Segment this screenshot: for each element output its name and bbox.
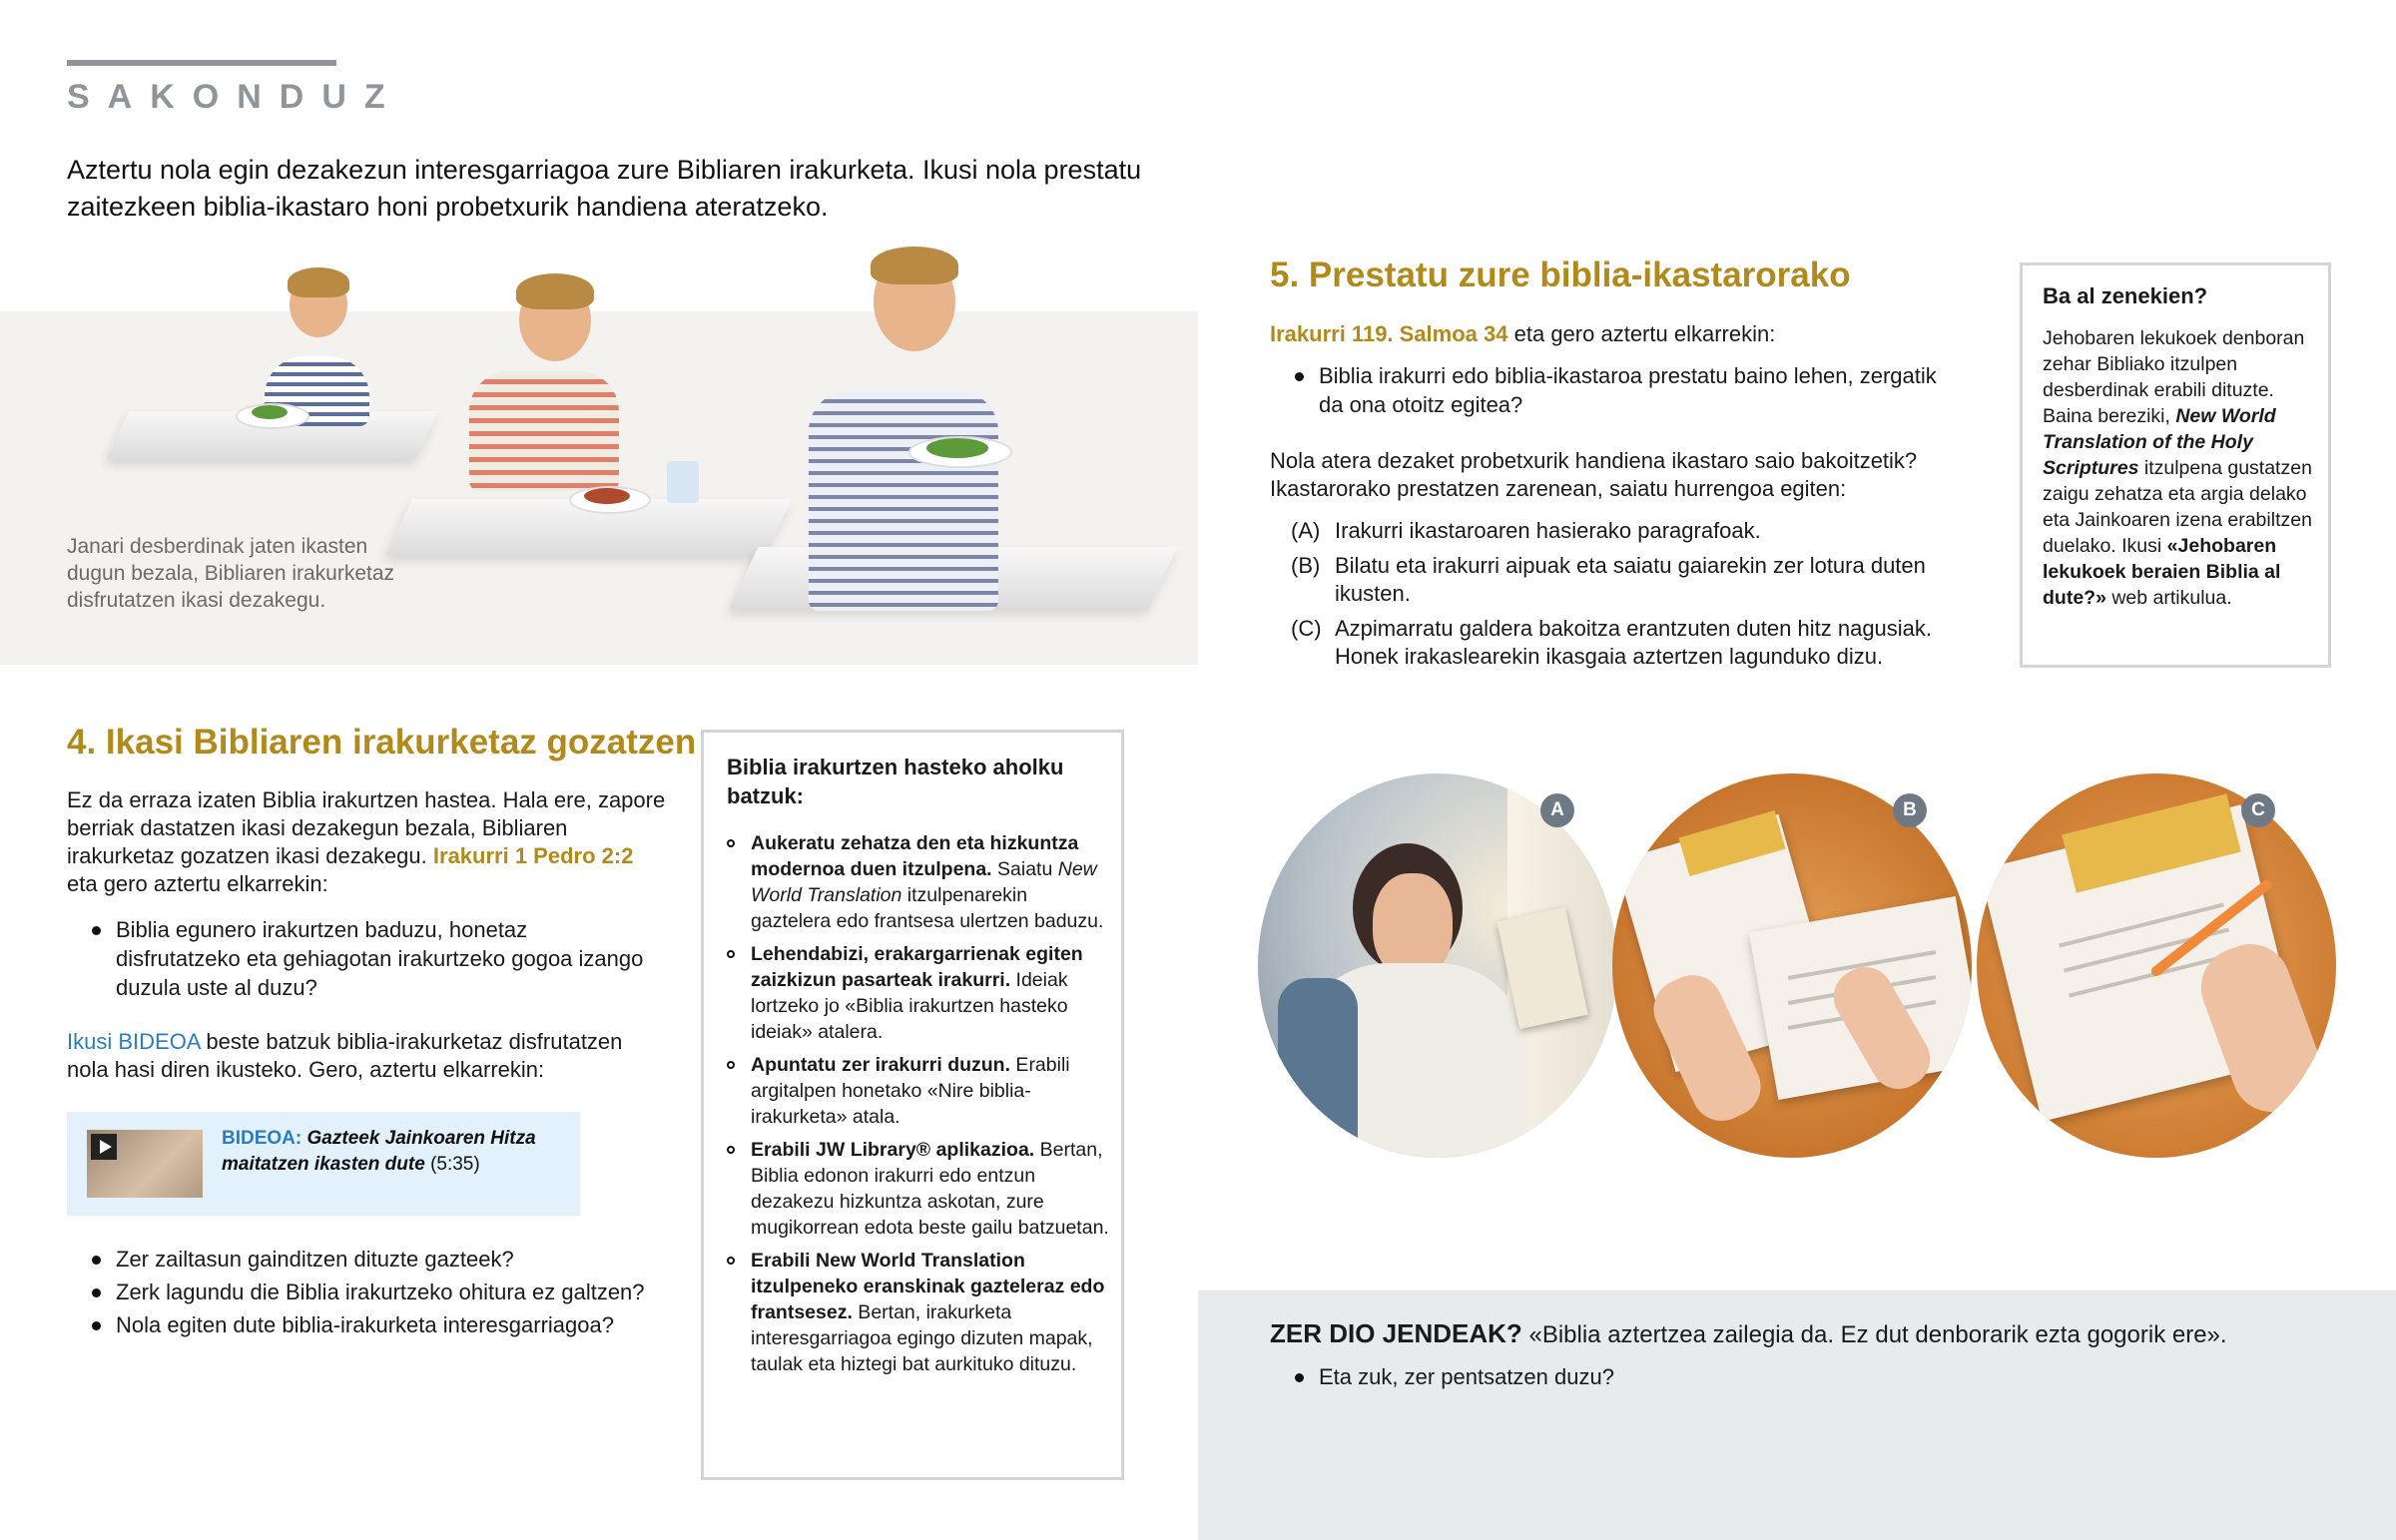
video-card[interactable]: [67, 1112, 580, 1216]
section-5-reading: [1270, 320, 1969, 348]
question-list: [1295, 1362, 1994, 1391]
discussion-questions: [92, 1245, 671, 1343]
ring-bullet-icon: [727, 839, 735, 847]
bullet-icon: [1295, 372, 1304, 381]
ring-bullet-icon: [727, 1257, 735, 1265]
ring-bullet-icon: [727, 1146, 735, 1154]
badge-b: B: [1893, 793, 1927, 827]
body-text: Ez da erraza izaten Biblia irakurtzen hastea. Hala ere, zapore berriak dastatzen ikasi dezakegun bezala, Bibliaren irakurketaz gozatzen ikasi dezakegu.: [67, 787, 666, 868]
list-item: Eta zuk, zer pentsatzen duzu?: [1295, 1362, 1994, 1391]
people-say-title: ZER DIO JENDEAK?: [1270, 1318, 1522, 1348]
body-text: eta gero aztertu elkarrekin:: [67, 871, 328, 896]
badge-c: C: [2241, 793, 2275, 827]
tip-item: Apuntatu zer irakurri duzun. Erabili argitalpen honetako «Nire biblia-irakurketa» atala.: [727, 1052, 1111, 1130]
did-you-know-body: Jehobaren lekukoek denboran zehar Bibliako itzulpen desberdinak erabili dituzte. Baina bereziki, New World Translation of the Holy Scriptures itzulpena gustatzen zaigu zehatza eta argia delako eta Jainkoaren izena erabiltzen duelako. Ikusi «Jehobaren lekukoek beraien Biblia al dute?» web artikulua.: [2043, 327, 2312, 609]
video-intro: [67, 1028, 666, 1084]
header-rule: [67, 60, 336, 66]
people-say-line: [1270, 1317, 2368, 1351]
section-5-body: Nola atera dezaket probetxurik handiena ikastaro saio bakoitzetik? Ikastarorako prestatzen zarenean, saiatu hurrengoa egiten:: [1270, 448, 1918, 501]
did-you-know-box: [2020, 262, 2331, 668]
question-list: [92, 915, 651, 1002]
scripture-link[interactable]: Irakurri 119. Salmoa 34: [1270, 321, 1508, 346]
section-4-title: 4. Ikasi Bibliaren irakurketaz gozatzen: [67, 723, 697, 762]
illustration-a: [1258, 773, 1617, 1158]
step-item: (A) Irakurri ikastaroaren hasierako paragrafoak.: [1291, 518, 1761, 543]
list-item: Biblia egunero irakurtzen baduzu, honetaz disfrutatzeko eta gehiagotan irakurtzeko gogoa izango duzula uste al duzu?: [92, 915, 651, 1002]
video-link[interactable]: Ikusi BIDEOA: [67, 1029, 201, 1054]
did-you-know-title: Ba al zenekien?: [2043, 283, 2208, 308]
list-item: Zerk lagundu die Biblia irakurtzeko ohitura ez galtzen?: [92, 1278, 671, 1306]
intro-paragraph: Aztertu nola egin dezakezun interesgarriagoa zure Bibliaren irakurketa. Ikusi nola prestatu zaitezkeen biblia-ikastaro honi probetxurik handiena ateratzeko.: [67, 155, 1142, 222]
tips-box: [701, 730, 1124, 1480]
tip-item: Aukeratu zehatza den eta hizkuntza modernoa duen itzulpena. Saiatu New World Translation itzulpenarekin gaztelera edo frantsesa ulertzen baduzu.: [727, 830, 1111, 934]
tip-item: Erabili JW Library® aplikazioa. Bertan, Biblia edonon irakurri edo entzun dezakezu hizkuntza askotan, zure mugikorrean edota beste gailu batzuetan.: [727, 1137, 1111, 1241]
illustration-c: [1977, 773, 2336, 1158]
step-item: (B) Bilatu eta irakurri aipuak eta saiatu gaiarekin zer lotura duten ikusten.: [1291, 553, 1926, 606]
badge-a: A: [1540, 793, 1574, 827]
section-5-title: 5. Prestatu zure biblia-ikastarorako: [1270, 256, 1851, 294]
bullet-icon: [92, 1288, 101, 1297]
bullet-icon: [1295, 1373, 1304, 1382]
video-thumbnail[interactable]: [87, 1130, 203, 1198]
illustration-b: [1612, 773, 1972, 1158]
bullet-icon: [92, 1256, 101, 1265]
list-item: Nola egiten dute biblia-irakurketa interesgarriagoa?: [92, 1310, 671, 1339]
ring-bullet-icon: [727, 950, 735, 958]
tip-item: Erabili New World Translation itzulpeneko eranskinak gazteleraz edo frantsesez. Bertan, irakurketa interesgarriagoa egingo dizuten mapak, taulak eta hiztegi bat aurkituko dituzu.: [727, 1248, 1111, 1377]
section-4-body: [67, 786, 676, 898]
step-item: (C) Azpimarratu galdera bakoitza erantzuten duten hitz nagusiak. Honek irakaslearekin ikasgaia aztertzen lagunduko dizu.: [1291, 616, 1933, 669]
steps-list: [1291, 517, 1990, 678]
body-text: beste batzuk biblia-irakurketaz disfrutatzen nola hasi diren ikusteko. Gero, aztertu elkarrekin:: [67, 1029, 623, 1082]
section-heading: SAKONDUZ: [67, 78, 403, 116]
scripture-link[interactable]: Irakurri 1 Pedro 2:2: [432, 843, 634, 868]
list-item: Zer zailtasun gainditzen dituzte gazteek?: [92, 1245, 671, 1274]
bullet-icon: [92, 1321, 101, 1330]
bullet-icon: [92, 926, 101, 935]
tips-list: [727, 830, 1111, 1384]
play-icon[interactable]: [91, 1134, 117, 1160]
people-say-quote: «Biblia aztertzea zailegia da. Ez dut denborarik ezta gogorik ere».: [1528, 1321, 2227, 1348]
ring-bullet-icon: [727, 1061, 735, 1069]
body-text: eta gero aztertu elkarrekin:: [1513, 321, 1776, 346]
tip-item: Lehendabizi, erakargarrienak egiten zaizkizun pasarteak irakurri. Ideiak lortzeko jo «Biblia irakurtzen hasteko ideiak» atalera.: [727, 941, 1111, 1045]
list-item: Biblia irakurri edo biblia-ikastaroa prestatu baino lehen, zergatik da ona otoitz egitea?: [1295, 361, 1944, 419]
video-title[interactable]: BIDEOA: Gazteek Jainkoaren Hitza maitatzen ikasten dute (5:35): [222, 1128, 536, 1175]
question-list: [1295, 361, 1944, 419]
tips-title: Biblia irakurtzen hasteko aholku batzuk:: [727, 755, 1064, 808]
illustration-caption: Janari desberdinak jaten ikasten dugun bezala, Bibliaren irakurketaz disfrutatzen ikasi dezakegu.: [67, 535, 395, 612]
article-link[interactable]: «Jehobaren lekukoek beraien Biblia al dute?»: [2043, 535, 2281, 609]
